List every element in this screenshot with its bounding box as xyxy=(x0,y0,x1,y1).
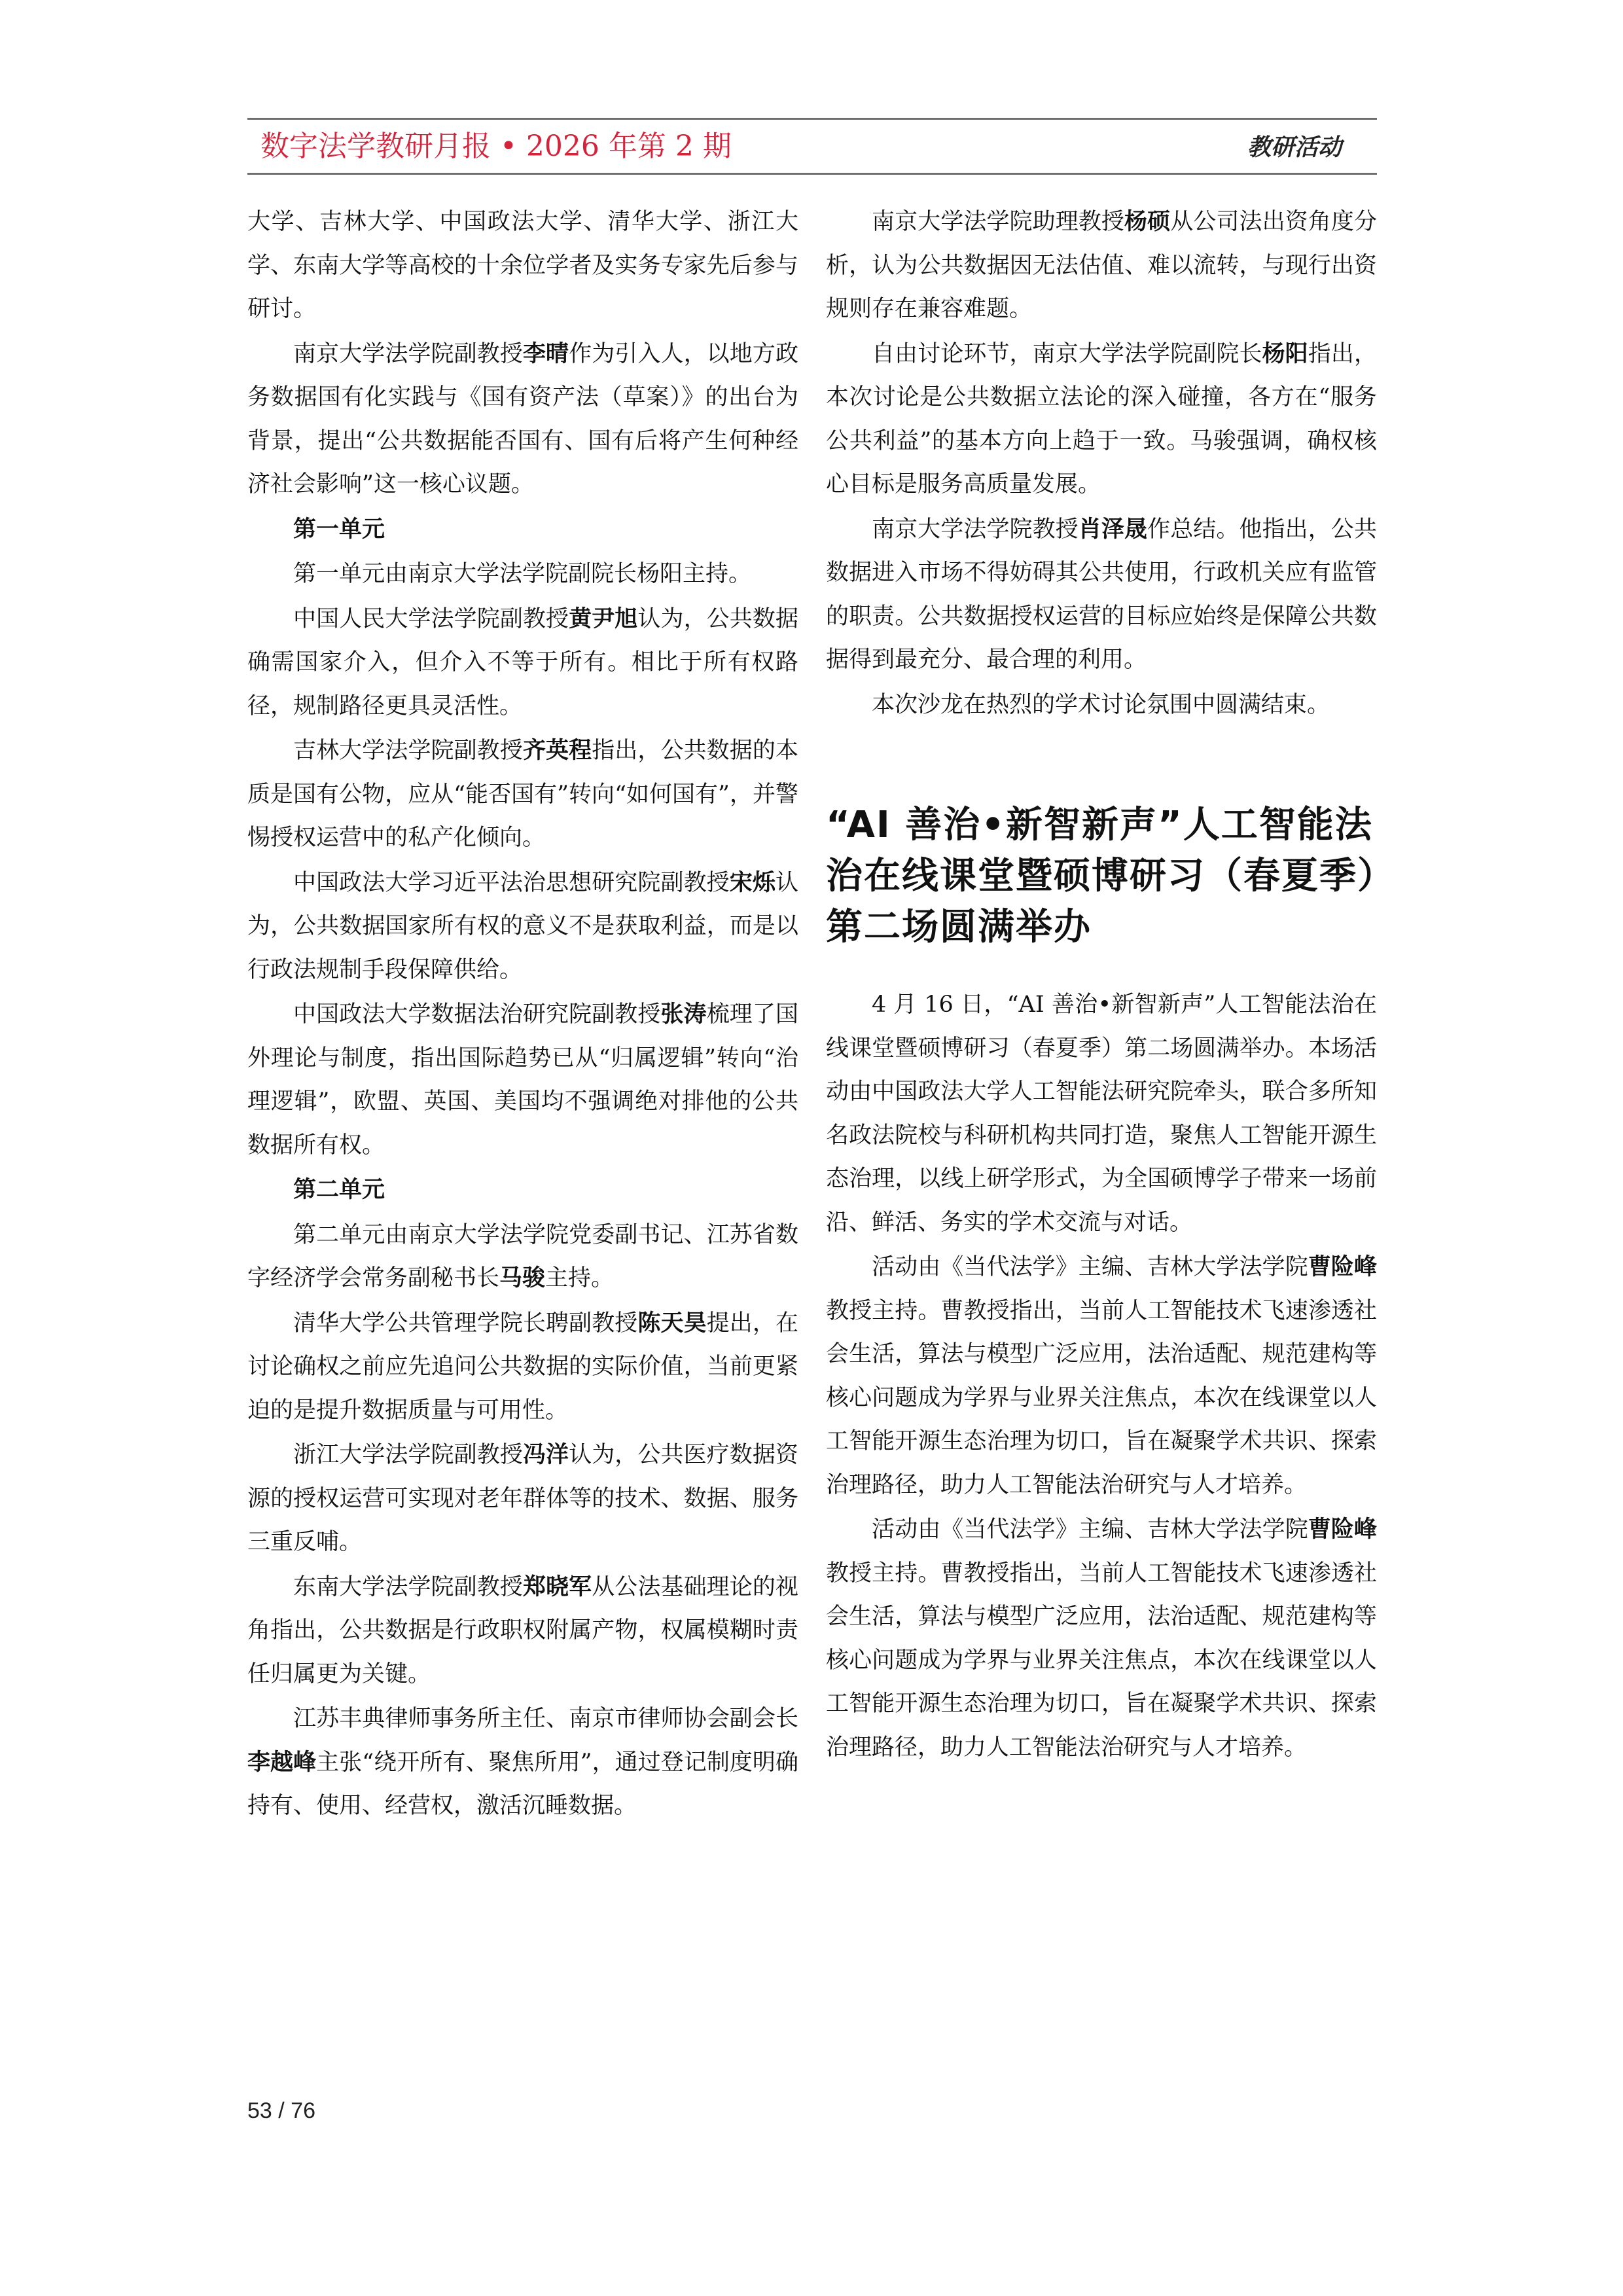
paragraph: 南京大学法学院助理教授杨硕从公司法出资角度分析，认为公共数据因无法估值、难以流转，与现行出资规则存在兼容难题。 xyxy=(826,208,1377,322)
paragraph: 中国政法大学数据法治研究院副教授张涛梳理了国外理论与制度，指出国际趋势已从“归属逻辑”转向“治理逻辑”，欧盟、英国、美国均不强调绝对排他的公共数据所有权。 xyxy=(247,1001,798,1158)
speaker-name: 李晴 xyxy=(522,340,569,367)
paragraph: 活动由《当代法学》主编、吉林大学法学院曹险峰教授主持。曹教授指出，当前人工智能技术飞速渗透社会生活，算法与模型广泛应用，法治适配、规范建构等核心问题成为学界与业界关注焦点，本次在线课堂以人工智能开源生态治理为切口，旨在凝聚学术共识、探索治理路径，助力人工智能法治研究与人才培养。 xyxy=(826,1253,1377,1498)
paragraph: 南京大学法学院副教授李晴作为引入人，以地方政务数据国有化实践与《国有资产法（草案）》的出台为背景，提出“公共数据能否国有、国有后将产生何种经济社会影响”这一核心议题。 xyxy=(247,340,798,497)
speaker-name: 黄尹旭 xyxy=(569,605,638,632)
speaker-name: 肖泽晟 xyxy=(1078,515,1148,543)
speaker-name: 冯洋 xyxy=(522,1441,569,1468)
unit-heading: 第一单元 xyxy=(293,515,385,543)
speaker-name: 杨阳 xyxy=(1262,340,1308,367)
paragraph: 自由讨论环节，南京大学法学院副院长杨阳指出，本次讨论是公共数据立法论的深入碰撞，各方在“服务公共利益”的基本方向上趋于一致。马骏强调，确权核心目标是服务高质量发展。 xyxy=(826,340,1377,497)
header-bottom-rule xyxy=(247,173,1377,175)
speaker-name: 曹险峰 xyxy=(1308,1516,1377,1543)
paragraph: 清华大学公共管理学院长聘副教授陈天昊提出，在讨论确权之前应先追问公共数据的实际价值，当前更紧迫的是提升数据质量与可用性。 xyxy=(247,1309,798,1424)
speaker-name: 郑晓军 xyxy=(522,1573,592,1600)
speaker-name: 陈天昊 xyxy=(637,1309,707,1336)
speaker-name: 杨硕 xyxy=(1124,208,1171,235)
paragraph: 东南大学法学院副教授郑晓军从公法基础理论的视角指出，公共数据是行政职权附属产物，权属模糊时责任归属更为关键。 xyxy=(247,1573,798,1687)
paragraph: 4 月 16 日，“AI 善治•新智新声”人工智能法治在线课堂暨硕博研习（春夏季）第二场圆满举办。本场活动由中国政法大学人工智能法研究院牵头，联合多所知名政法院校与科研机构共同打造，聚焦人工智能开源生态治理，以线上研学形式，为全国硕博学子带来一场前沿、鲜活、务实的学术交流与对话。 xyxy=(826,992,1377,1236)
left-column xyxy=(247,200,798,1829)
unit-heading: 第二单元 xyxy=(293,1176,385,1203)
paragraph: 中国政法大学习近平法治思想研究院副教授宋烁认为，公共数据国家所有权的意义不是获取利益，而是以行政法规制手段保障供给。 xyxy=(247,869,798,983)
paragraph: 吉林大学法学院副教授齐英程指出，公共数据的本质是国有公物，应从“能否国有”转向“如何国有”，并警惕授权运营中的私产化倾向。 xyxy=(247,737,798,851)
speaker-name: 曹险峰 xyxy=(1308,1253,1377,1280)
right-column xyxy=(826,200,1377,1770)
paragraph: 活动由《当代法学》主编、吉林大学法学院曹险峰教授主持。曹教授指出，当前人工智能技术飞速渗透社会生活，算法与模型广泛应用，法治适配、规范建构等核心问题成为学界与业界关注焦点，本次在线课堂以人工智能开源生态治理为切口，旨在凝聚学术共识、探索治理路径，助力人工智能法治研究与人才培养。 xyxy=(826,1516,1377,1761)
paragraph: 中国人民大学法学院副教授黄尹旭认为，公共数据确需国家介入，但介入不等于所有。相比于所有权路径，规制路径更具灵活性。 xyxy=(247,605,798,719)
article-title: “AI 善治•新智新声”人工智能法治在线课堂暨硕博研习（春夏季）第二场圆满举办 xyxy=(826,804,1377,948)
paragraph: 本次沙龙在热烈的学术讨论氛围中圆满结束。 xyxy=(872,691,1330,718)
speaker-name: 张涛 xyxy=(660,1001,707,1028)
paragraph: 大学、吉林大学、中国政法大学、清华大学、浙江大学、东南大学等高校的十余位学者及实务专家先后参与研讨。 xyxy=(247,209,798,322)
paragraph: 第二单元由南京大学法学院党委副书记、江苏省数字经济学会常务副秘书长马骏主持。 xyxy=(247,1221,798,1291)
paragraph: 南京大学法学院教授肖泽晟作总结。他指出，公共数据进入市场不得妨碍其公共使用，行政机关应有监管的职责。公共数据授权运营的目标应始终是保障公共数据得到最充分、最合理的利用。 xyxy=(826,515,1377,673)
journal-title: 数字法学教研月报 • 2026 年第 2 期 xyxy=(260,130,732,163)
paragraph: 浙江大学法学院副教授冯洋认为，公共医疗数据资源的授权运营可实现对老年群体等的技术、数据、服务三重反哺。 xyxy=(247,1441,798,1555)
speaker-name: 齐英程 xyxy=(522,737,592,764)
speaker-name: 宋烁 xyxy=(729,869,776,896)
section-name: 教研活动 xyxy=(1247,134,1342,161)
paragraph: 江苏丰典律师事务所主任、南京市律师协会副会长李越峰主张“绕开所有、聚焦所用”，通过登记制度明确持有、使用、经营权，激活沉睡数据。 xyxy=(247,1706,798,1819)
speaker-name: 马骏 xyxy=(499,1265,546,1291)
page-number: 53 / 76 xyxy=(247,2098,315,2123)
header-top-rule xyxy=(247,118,1377,120)
speaker-name: 李越峰 xyxy=(247,1748,317,1776)
paragraph: 第一单元由南京大学法学院副院长杨阳主持。 xyxy=(293,561,752,587)
